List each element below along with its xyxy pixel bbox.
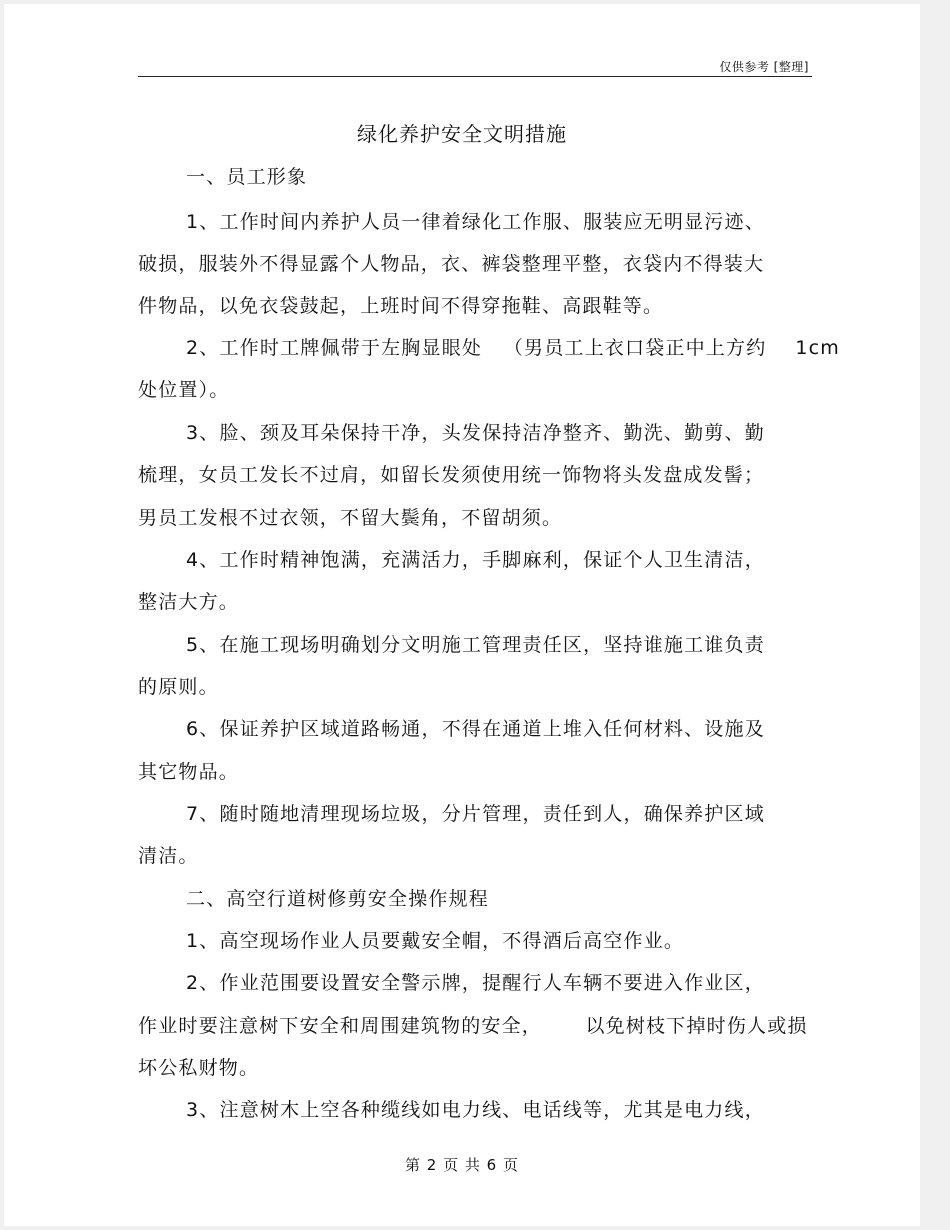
paragraph-line: 整洁大方。 — [138, 591, 240, 613]
paragraph-line: 男员工发根不过衣领，不留大鬓角，不留胡须。 — [138, 507, 563, 529]
document-page — [4, 4, 920, 1226]
paragraph-line: 梳理，女员工发长不过肩，如留长发须使用统一饰物将头发盘成发髻； — [138, 464, 765, 486]
section-heading: 二、高空行道树修剪安全操作规程 — [186, 888, 490, 910]
paragraph-line: 坏公私财物。 — [138, 1057, 260, 1079]
paragraph-line: 7、随时随地清理现场垃圾，分片管理，责任到人，确保养护区域 — [186, 803, 765, 825]
paragraph-line: 3、脸、颈及耳朵保持干净，头发保持洁净整齐、勤洗、勤剪、勤 — [186, 422, 765, 444]
paragraph-line: 破损，服装外不得显露个人物品，衣、裤袋整理平整，衣袋内不得装大 — [138, 253, 765, 275]
paragraph-line: 2、工作时工牌佩带于左胸显眼处 （男员工上衣口袋正中上方约 1cm — [186, 337, 841, 359]
paragraph-line: 作业时要注意树下安全和周围建筑物的安全， 以免树枝下掉时伤人或损 — [138, 1015, 808, 1037]
section-heading: 一、员工形象 — [186, 166, 308, 188]
document-title: 绿化养护安全文明措施 — [357, 122, 567, 146]
page-footer: 第 2 页 共 6 页 — [405, 1156, 519, 1174]
paragraph-line: 件物品，以免衣袋鼓起，上班时间不得穿拖鞋、高跟鞋等。 — [138, 295, 664, 317]
paragraph-line: 2、作业范围要设置安全警示牌，提醒行人车辆不要进入作业区， — [186, 972, 765, 994]
paragraph-line: 3、注意树木上空各种缆线如电力线、电话线等，尤其是电力线， — [186, 1099, 765, 1121]
paragraph-line: 1、高空现场作业人员要戴安全帽，不得酒后高空作业。 — [186, 930, 685, 952]
paragraph-line: 的原则。 — [138, 676, 219, 698]
paragraph-line: 6、保证养护区域道路畅通，不得在通道上堆入任何材料、设施及 — [186, 718, 765, 740]
header-reference: 仅供参考 [整理] — [719, 60, 809, 74]
paragraph-line: 处位置）。 — [138, 379, 230, 401]
paragraph-line: 5、在施工现场明确划分文明施工管理责任区，坚持谁施工谁负责 — [186, 634, 765, 656]
paragraph-line: 其它物品。 — [138, 761, 240, 783]
header-divider — [138, 76, 812, 77]
paragraph-line: 1、工作时间内养护人员一律着绿化工作服、服装应无明显污迹、 — [186, 211, 765, 233]
paragraph-line: 4、工作时精神饱满，充满活力，手脚麻利，保证个人卫生清洁， — [186, 549, 765, 571]
paragraph-line: 清洁。 — [138, 845, 199, 867]
